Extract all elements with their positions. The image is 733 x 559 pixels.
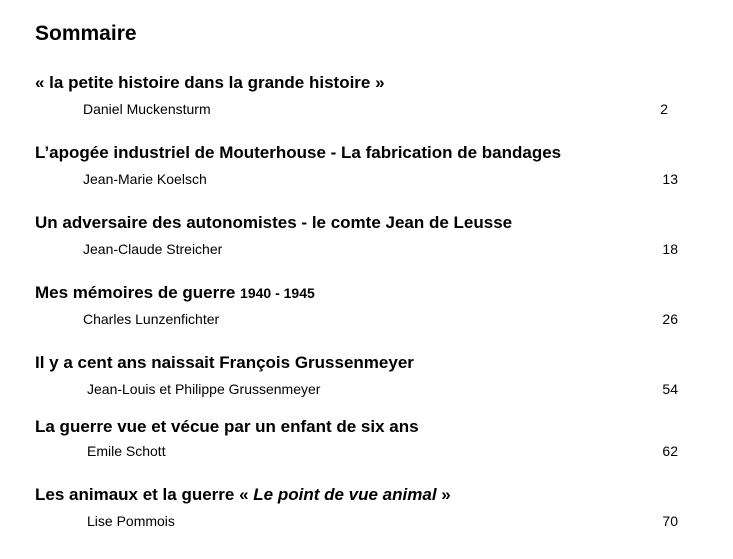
toc-entry-page[interactable]: 26	[662, 311, 678, 327]
toc-entry-title[interactable]: « la petite histoire dans la grande histoire »	[35, 73, 385, 92]
toc-entry-author: Jean-Marie Koelsch	[83, 171, 207, 187]
toc-entry-page[interactable]: 54	[662, 381, 678, 397]
toc-entry-author: Jean-Claude Streicher	[83, 241, 223, 257]
toc-entry-title[interactable]: Il y a cent ans naissait François Grussenmeyer	[35, 353, 414, 372]
toc-entry-title-prefix: Les animaux et la guerre «	[35, 485, 249, 504]
toc-entry-title[interactable]: Un adversaire des autonomistes - le comte Jean de Leusse	[35, 213, 513, 232]
toc-entry-title-italic: Le point de vue animal	[253, 485, 437, 504]
toc-entry-title-main: Mes mémoires de guerre	[35, 283, 236, 302]
toc-entry-author: Charles Lunzenfichter	[83, 311, 220, 327]
toc-entry-title[interactable]: L’apogée industriel de Mouterhouse - La fabrication de bandages	[35, 143, 562, 162]
page-title: Sommaire	[35, 22, 137, 45]
toc-entry-page[interactable]: 2	[660, 101, 668, 117]
toc-entry-page[interactable]: 62	[662, 443, 678, 459]
toc-entry-author: Lise Pommois	[87, 513, 175, 529]
toc-entry-page[interactable]: 18	[662, 241, 678, 257]
toc-entry-author: Emile Schott	[87, 443, 166, 459]
toc-entry-title-suffix: »	[441, 485, 451, 504]
toc-entry-page[interactable]: 13	[662, 171, 678, 187]
toc-entry-title-years: 1940 - 1945	[240, 285, 315, 301]
toc-entry-author: Jean-Louis et Philippe Grussenmeyer	[87, 381, 321, 397]
toc-entry-page[interactable]: 70	[662, 513, 678, 529]
toc-entry-title[interactable]	[35, 484, 451, 506]
toc-entry-title[interactable]: La guerre vue et vécue par un enfant de six ans	[35, 417, 419, 436]
toc-entry-title[interactable]	[35, 282, 315, 304]
toc-entry-author: Daniel Muckensturm	[83, 101, 211, 117]
